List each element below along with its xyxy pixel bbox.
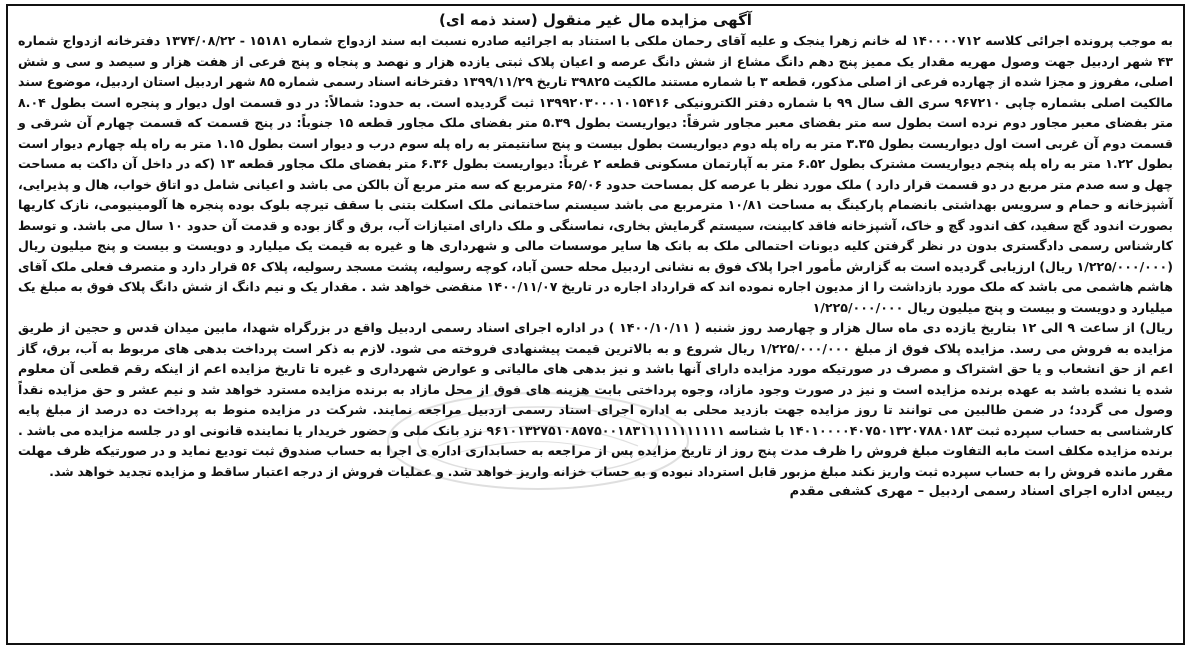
- notice-body: [18, 31, 1173, 482]
- notice-title: آگهی مزایده مال غیر منقول (سند ذمه ای): [439, 11, 752, 29]
- auction-notice: [6, 4, 1185, 645]
- notice-signature: رییس اداره اجرای اسناد رسمی اردبیل – مهری کشفی مقدم: [789, 484, 1173, 499]
- notice-paragraph-1: به موجب پرونده اجرائی کلاسه ۱۴۰۰۰۰۷۱۲ له خانم زهرا ینجک و علیه آقای رحمان ملکی با استناد به اجرائیه صادره نسبت ابه سند ازدواج شماره ۱۵۱۸۱ - ۱۳۷۴/۰۸/۲۲ دفترخانه ازدواج شماره ۴۳ شهر اردبیل جهت وصول مهریه مقدار یک ممیز پنج دهم دانگ مشاع از شش دانگ عرصه و اعیان پلاک ثبتی یازده هزار و نهصد و پنجاه و پنج فرعی از هفت هزار و سیصد و سی و شش اصلی، مفروز و مجزا شده از چهارده فرعی از اصلی مذکور، قطعه ۳ با شماره مستند مالکیت ۳۹۸۲۵ تاریخ ۱۳۹۹/۱۱/۲۹ دفترخانه اسناد رسمی شماره ۸۵ شهر اردبیل استان اردبیل، موضوع سند مالکیت اصلی بشماره چاپی ۹۶۷۲۱۰ سری الف سال ۹۹ با شماره دفتر الکترونیکی ۱۳۹۹۲۰۳۰۰۰۱۰۱۵۴۱۶ ثبت گردیده است. به حدود: شمالاً: در دو قسمت اول دیوار و پنجره است بطول ۸.۰۴ متر بفضای معبر مجاور دوم نرده است بطول سه متر بفضای معبر مجاور شرقاً: دیواریست بطول ۵.۳۹ متر بفضای ملک مجاور قطعه ۱۵ جنوباً: در پنج قسمت که قسمت چهارم آن شرقی و قسمت دوم آن غربی است اول دیواریست بطول ۳.۳۵ متر به راه پله دوم دیواریست بطول بیست و پنج سانتیمتر به راه پله سوم درب و دیوار است بطول ۱.۱۵ متر به راه پله چهارم دیوار است بطول ۱.۲۲ متر به راه پله پنجم دیواریست مشترک بطول ۶.۵۲ متر به آپارتمان مسکونی قطعه ۲ غرباً: دیواریست بطول ۶.۳۶ متر بفضای ملک مجاور قطعه ۱۳ (که در داخل آن داکت به مساحت چهل و سه صدم متر مربع در دو قسمت قرار دارد ) ملک مورد نظر با عرصه کل بمساحت حدود ۶۵/۰۶ مترمربع که سه متر مربع آن بالکن می باشد و اعیانی شامل دو اتاق خواب، هال و پذیرایی، آشپزخانه و حمام و سرویس بهداشتی بانضمام پارکینگ به مساحت ۱۰/۸۱ مترمربع می باشد سیستم ساختمانی ملک اسکلت بتنی با سقف تیرچه بلوک بوده پنجره ها آلومینیومی، نازک کاریها بصورت اندود گچ سفید، کف اندود گچ و خاک، آشپزخانه فاقد کابینت، سیستم گرمایش بخاری، نماسنگی و ملک دارای امتیازات آب، برق و گاز بوده و قدمت آن حدود ۱۰ سال می باشد. و توسط کارشناس رسمی دادگستری بدون در نظر گرفتن کلیه دیونات احتمالی ملک به بانک ها سایر موسسات مالی و شهرداری ها و غیره به قیمت یک میلیارد و دویست و بیست و پنج میلیون ریال (۱/۲۲۵/۰۰۰/۰۰۰ ریال) ارزیابی گردیده است به گزارش مأمور اجرا پلاک فوق به نشانی اردبیل محله حسن آباد، کوچه رسولیه، پشت مسجد رسولیه، پلاک ۵۶ قرار دارد و متصرف فعلی ملک آقای هاشم هاشمی می باشد که ملک مورد بازداشت را از مدیون اجاره نموده اند که قرارداد اجاره در تاریخ ۱۴۰۰/۱۱/۰۷ منقضی خواهد شد . مقدار یک و نیم دانگ از شش دانگ پلاک فوق به مبلغ یک میلیارد و دویست و بیست و پنج میلیون ریال ۱/۲۲۵/۰۰۰/۰۰۰: [18, 33, 1174, 315]
- notice-paragraph-2: ریال) از ساعت ۹ الی ۱۲ بتاریخ یازده دی ماه سال هزار و چهارصد روز شنبه ( ۱۴۰۰/۱۰/۱۱ ) در اداره اجرای اسناد رسمی اردبیل واقع در بزرگراه شهدا، مابین میدان قدس و حجین از طریق مزایده به فروش می رسد. مزایده پلاک فوق از مبلغ ۱/۲۲۵/۰۰۰/۰۰۰ ریال شروع و به بالاترین قیمت پیشنهادی فروخته می شود. لازم به ذکر است پرداخت بدهی های مربوط به آب، برق، گاز اعم از حق انشعاب و یا حق اشتراک و مصرف در صورتیکه مورد مزایده دارای آنها باشد و نیز بدهی های مالیاتی و عوارض شهرداری و غیره تا تاریخ مزایده اعم از اینکه رقم قطعی آن معلوم شده یا نشده باشد به عهده برنده مزایده است و نیز در صورت وجود مازاد، وجوه پرداختی بابت هزینه های فوق از محل مازاد به برنده مزایده مسترد خواهد شد و نیم عشر و حق مزایده نقداً وصول می گردد؛ در ضمن طالبین می توانند تا روز مزایده جهت بازدید محلی به اداره اجرای اسناد رسمی اردبیل مراجعه نمایند. شرکت در مزایده منوط به پرداخت ده درصد از مبلغ پایه کارشناسی به حساب سپرده ثبت ۱۴۰۱۰۰۰۰۴۰۷۵۰۱۳۲۰۷۸۸۰۱۸۳ با شناسه ۹۶۱۰۱۳۲۷۵۱۰۸۵۷۵۰۰۱۸۳۱۱۱۱۱۱۱۱۱۱۱ نزد بانک ملی و حضور خریدار یا نماینده قانونی او در جلسه مزایده می باشد . برنده مزایده مکلف است مابه التفاوت مبلغ فروش را ظرف مدت پنج روز از تاریخ مزایده پس از مراجعه به حسابداری اداره ی اجرا به حساب صندوق ثبت تودیع نماید و در صورتیکه ظرف مهلت مقرر مانده فروش را به حساب سپرده ثبت واریز نکند مبلغ مزبور قابل استرداد نبوده و به حساب خزانه واریز خواهد شد. و عملیات فروش از درجه اعتبار ساقط و مزایده تجدید خواهد شد.: [18, 320, 1173, 479]
